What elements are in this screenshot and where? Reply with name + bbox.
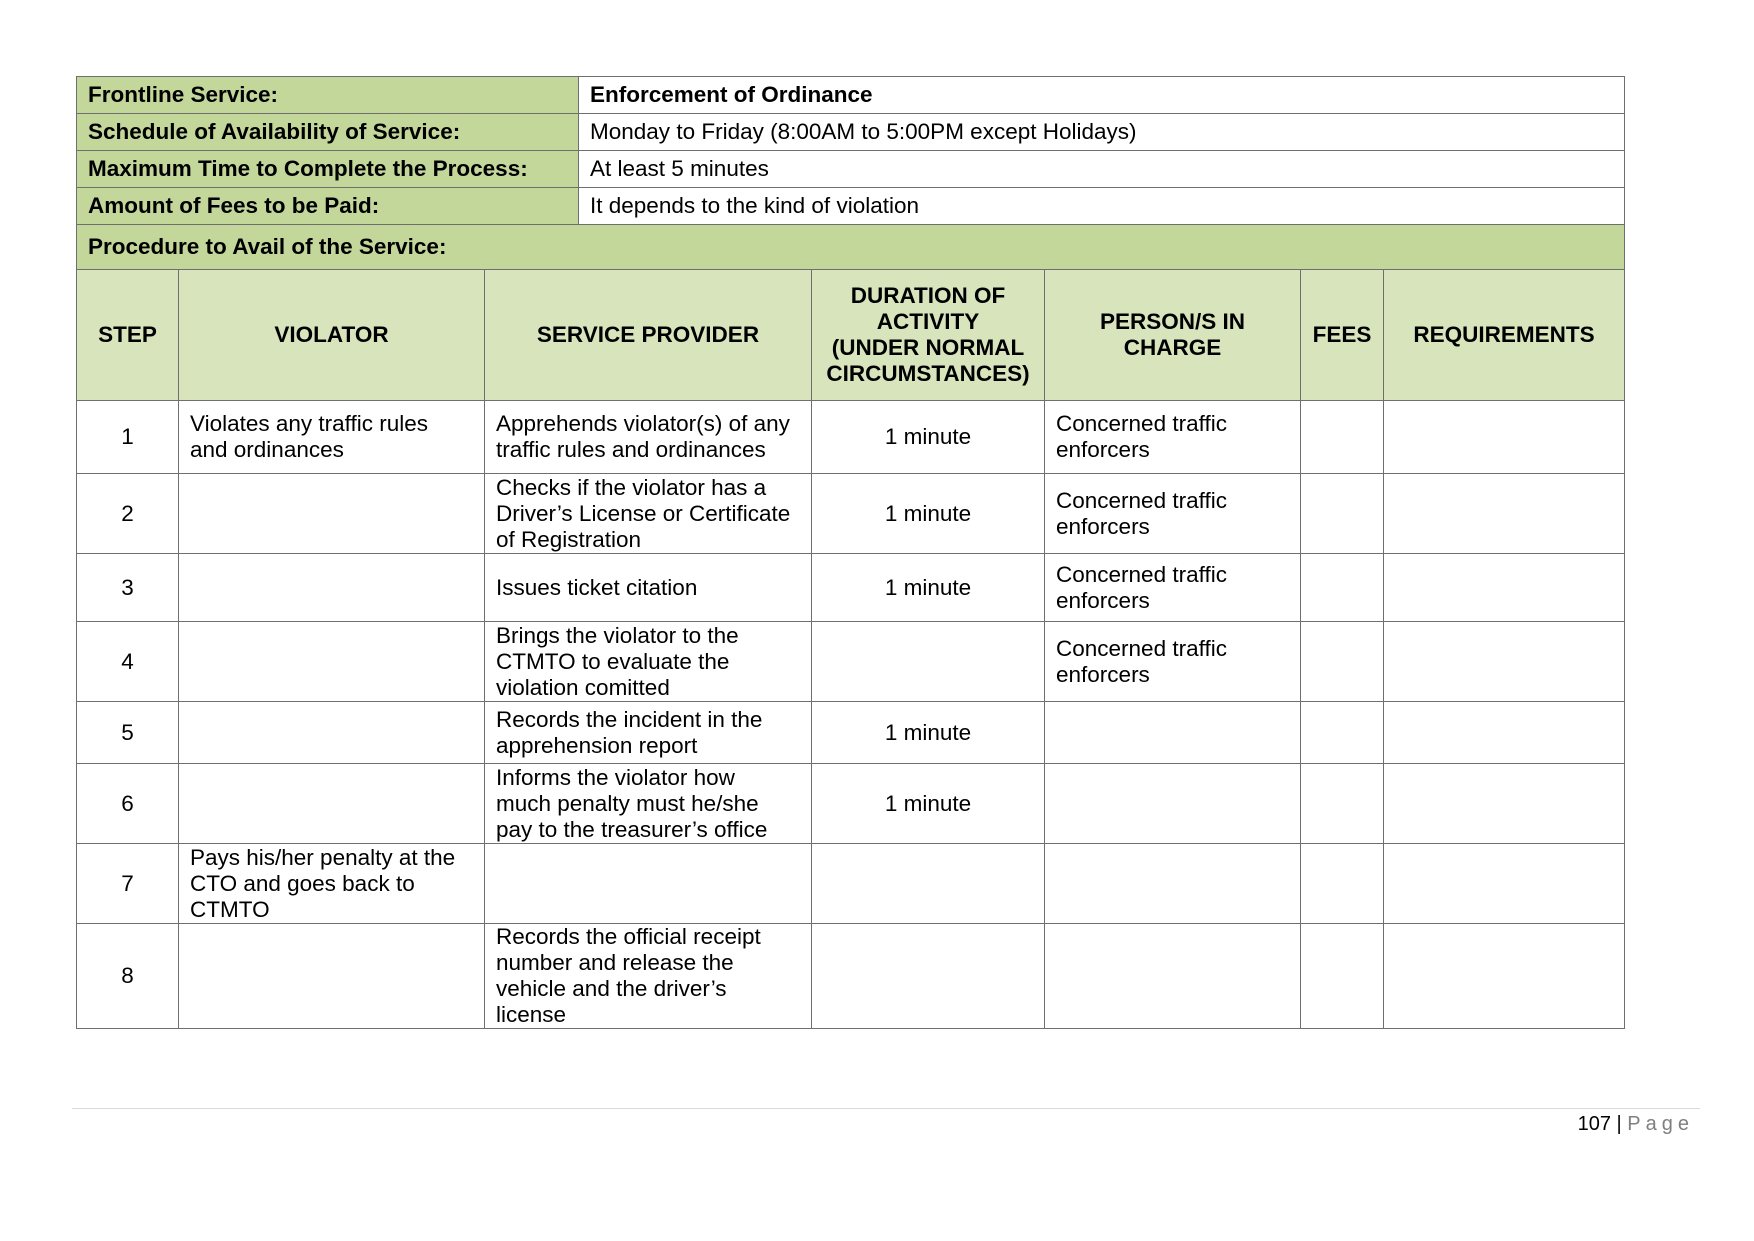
step-number: 5	[77, 702, 179, 764]
column-header-row	[77, 270, 1625, 401]
info-label: Amount of Fees to be Paid:	[77, 188, 579, 225]
violator-action	[179, 474, 485, 554]
duration: 1 minute	[812, 474, 1045, 554]
service-provider-action	[485, 844, 812, 924]
step-number: 2	[77, 474, 179, 554]
persons-in-charge	[1045, 702, 1301, 764]
info-row-max-time	[77, 151, 1625, 188]
violator-action	[179, 764, 485, 844]
citizen-charter-table	[76, 76, 1625, 1029]
step-row	[77, 554, 1625, 622]
step-number: 3	[77, 554, 179, 622]
info-row-fees	[77, 188, 1625, 225]
header-requirements: REQUIREMENTS	[1384, 270, 1625, 401]
persons-in-charge: Concerned traffic enforcers	[1045, 401, 1301, 474]
duration: 1 minute	[812, 401, 1045, 474]
requirements	[1384, 844, 1625, 924]
step-number: 1	[77, 401, 179, 474]
info-value: Enforcement of Ordinance	[579, 77, 1625, 114]
step-row	[77, 622, 1625, 702]
fees	[1301, 702, 1384, 764]
persons-in-charge: Concerned traffic enforcers	[1045, 622, 1301, 702]
violator-action	[179, 622, 485, 702]
violator-action	[179, 924, 485, 1029]
step-row	[77, 764, 1625, 844]
step-number: 7	[77, 844, 179, 924]
duration	[812, 844, 1045, 924]
step-row	[77, 924, 1625, 1029]
header-duration: DURATION OF ACTIVITY (UNDER NORMAL CIRCUMSTANCES)	[812, 270, 1045, 401]
requirements	[1384, 554, 1625, 622]
fees	[1301, 764, 1384, 844]
header-fees: FEES	[1301, 270, 1384, 401]
page-footer	[1578, 1113, 1694, 1136]
duration	[812, 622, 1045, 702]
step-row	[77, 702, 1625, 764]
violator-action: Pays his/her penalty at the CTO and goes back to CTMTO	[179, 844, 485, 924]
step-row	[77, 844, 1625, 924]
persons-in-charge: Concerned traffic enforcers	[1045, 474, 1301, 554]
fees	[1301, 554, 1384, 622]
service-provider-action: Records the official receipt number and release the vehicle and the driver’s license	[485, 924, 812, 1029]
requirements	[1384, 474, 1625, 554]
duration: 1 minute	[812, 702, 1045, 764]
fees	[1301, 474, 1384, 554]
violator-action	[179, 702, 485, 764]
service-provider-action: Apprehends violator(s) of any traffic rules and ordinances	[485, 401, 812, 474]
fees	[1301, 844, 1384, 924]
service-provider-action: Checks if the violator has a Driver’s License or Certificate of Registration	[485, 474, 812, 554]
service-provider-action: Informs the violator how much penalty must he/she pay to the treasurer’s office	[485, 764, 812, 844]
violator-action: Violates any traffic rules and ordinances	[179, 401, 485, 474]
header-persons-in-charge: PERSON/S IN CHARGE	[1045, 270, 1301, 401]
page-number: 107	[1577, 1113, 1611, 1135]
info-value: At least 5 minutes	[579, 151, 1625, 188]
requirements	[1384, 702, 1625, 764]
fees	[1301, 401, 1384, 474]
footer-separator: |	[1616, 1113, 1622, 1135]
info-value: It depends to the kind of violation	[579, 188, 1625, 225]
step-number: 4	[77, 622, 179, 702]
page-word: Page	[1627, 1113, 1694, 1135]
fees	[1301, 924, 1384, 1029]
service-provider-action: Records the incident in the apprehension report	[485, 702, 812, 764]
duration: 1 minute	[812, 764, 1045, 844]
violator-action	[179, 554, 485, 622]
requirements	[1384, 401, 1625, 474]
step-row	[77, 474, 1625, 554]
procedure-row	[77, 225, 1625, 270]
info-value: Monday to Friday (8:00AM to 5:00PM except Holidays)	[579, 114, 1625, 151]
service-provider-action: Issues ticket citation	[485, 554, 812, 622]
header-violator: VIOLATOR	[179, 270, 485, 401]
persons-in-charge	[1045, 844, 1301, 924]
info-label: Frontline Service:	[77, 77, 579, 114]
persons-in-charge	[1045, 924, 1301, 1029]
persons-in-charge	[1045, 764, 1301, 844]
requirements	[1384, 764, 1625, 844]
info-row-schedule	[77, 114, 1625, 151]
info-label: Schedule of Availability of Service:	[77, 114, 579, 151]
info-label: Maximum Time to Complete the Process:	[77, 151, 579, 188]
info-row-frontline-service	[77, 77, 1625, 114]
persons-in-charge: Concerned traffic enforcers	[1045, 554, 1301, 622]
requirements	[1384, 924, 1625, 1029]
step-row	[77, 401, 1625, 474]
fees	[1301, 622, 1384, 702]
duration: 1 minute	[812, 554, 1045, 622]
step-number: 6	[77, 764, 179, 844]
header-service-provider: SERVICE PROVIDER	[485, 270, 812, 401]
duration	[812, 924, 1045, 1029]
requirements	[1384, 622, 1625, 702]
service-provider-action: Brings the violator to the CTMTO to evaluate the violation comitted	[485, 622, 812, 702]
footer-divider	[72, 1108, 1700, 1109]
step-number: 8	[77, 924, 179, 1029]
header-step: STEP	[77, 270, 179, 401]
procedure-label: Procedure to Avail of the Service:	[77, 225, 1625, 270]
